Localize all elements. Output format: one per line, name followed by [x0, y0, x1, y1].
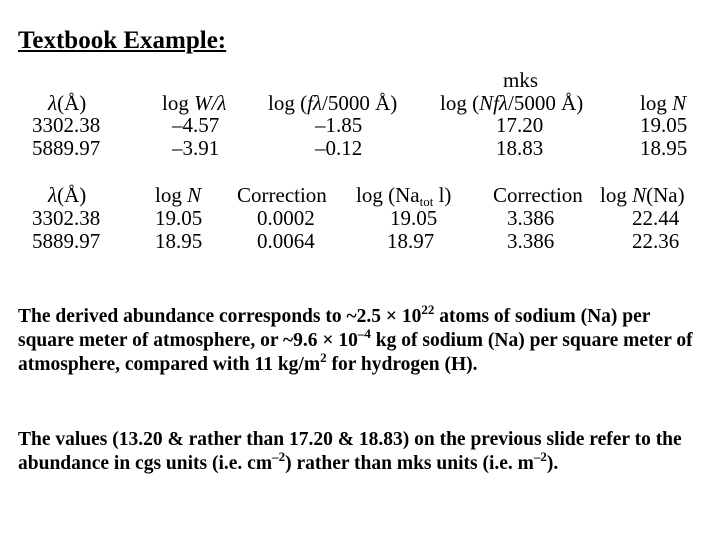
t1-row1-lognf: 17.20 [496, 113, 544, 137]
t2-row2-lambda: 5889.97 [32, 229, 101, 253]
header-log-f-lambda: log (fλ/5000 Å) [268, 91, 398, 115]
header-log-nf-lambda: log (Nfλ/5000 Å) [440, 91, 584, 115]
t2-row2-corr1: 0.0064 [257, 229, 315, 253]
t2-row1-corr2: 3.386 [507, 206, 555, 230]
t2-row2-corr2: 3.386 [507, 229, 555, 253]
t2-row2-logn: 18.95 [155, 229, 203, 253]
t2-row2-lognna: 22.36 [632, 229, 680, 253]
header-log-w-over-lambda: log W/λ [162, 91, 227, 115]
t1-row1-lambda: 3302.38 [32, 113, 101, 137]
t1-row2-logw: –3.91 [172, 136, 220, 160]
t1-row1-logw: –4.57 [172, 113, 220, 137]
units-note-paragraph: The values (13.20 & rather than 17.20 & 18.83) on the previous slide refer to the abundance in cgs units (i.e. $cm^{-2}$) rather than mks units (i.e. $m^{-2}$). [18, 429, 682, 474]
t2-row1-lognatot: 19.05 [390, 206, 438, 230]
t1-row2-lognf: 18.83 [496, 136, 544, 160]
t1-row2-lambda: 5889.97 [32, 136, 101, 160]
header-log-n: log N [640, 91, 687, 115]
t1-row2-logn: 18.95 [640, 136, 688, 160]
t1-row2-logf: –0.12 [315, 136, 363, 160]
t2-row1-lambda: 3302.38 [32, 206, 101, 230]
header-lambda: λ(Å) [48, 91, 87, 115]
t2-row1-corr1: 0.0002 [257, 206, 315, 230]
t1-row1-logf: –1.85 [315, 113, 363, 137]
t2-row1-lognna: 22.44 [632, 206, 680, 230]
t2-header-log-natot: $\log (Na_{tot}$ l) [356, 183, 452, 209]
t2-row1-logn: 19.05 [155, 206, 203, 230]
t2-header-log-n-na: log N(Na) [600, 183, 685, 207]
mks-label: mks [503, 68, 539, 92]
t2-row2-lognatot: 18.97 [387, 229, 435, 253]
t2-header-correction-2: Correction [493, 183, 583, 207]
abundance-paragraph: The derived abundance corresponds to ~2.5 × $10^{22}$ atoms of sodium (Na) per square meter of atmosphere, or ~9.6 × $10^{-4}$ kg of sodium (Na) per square meter of atmosphere, compared with 11 $kg/m^2$ for hydrogen (H). [18, 302, 693, 375]
t1-row1-logn: 19.05 [640, 113, 688, 137]
t2-header-lambda: λ(Å) [48, 183, 87, 207]
slide-title: Textbook Example: [18, 27, 227, 54]
t2-header-correction-1: Correction [237, 183, 327, 207]
t2-header-log-n: log N [155, 183, 202, 207]
